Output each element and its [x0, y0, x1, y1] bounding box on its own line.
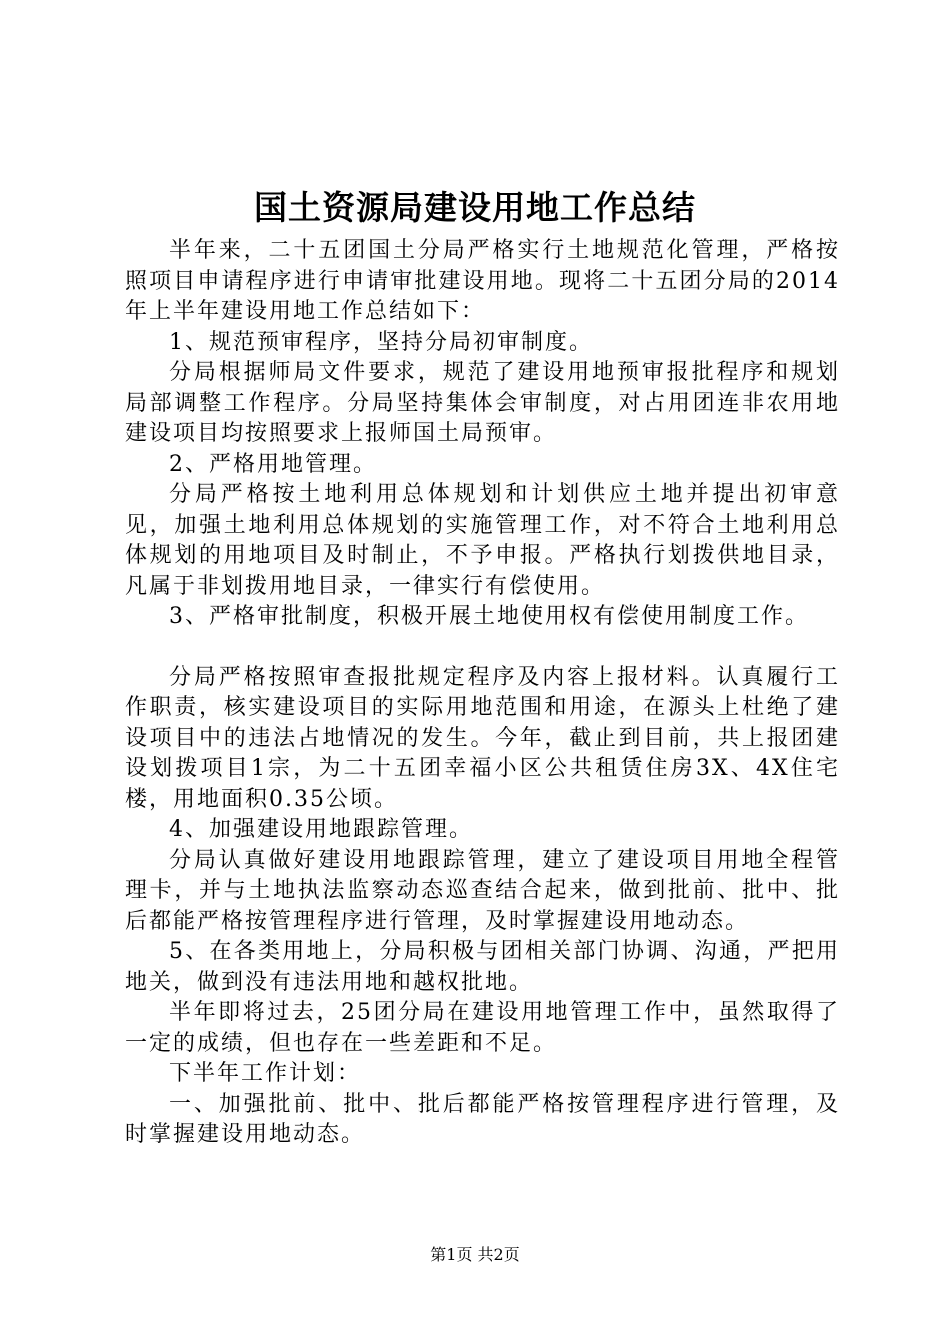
paragraph-section-3: 分局严格按照审查报批规定程序及内容上报材料。认真履行工作职责，核实建设项目的实际用地范围和用途，在源头上杜绝了建设项目中的违法占地情况的发生。今年，截止到目前，共上报团建设划拨项目1宗，为二十五团幸福小区公共租赁住房3X、4X住宅楼，用地面积0.35公顷。	[125, 664, 840, 812]
section-heading-4: 4、加强建设用地跟踪管理。	[169, 817, 473, 842]
paragraph-intro: 半年来，二十五团国土分局严格实行土地规范化管理，严格按照项目申请程序进行申请审批建设用地。现将二十五团分局的2014年上半年建设用地工作总结如下：	[125, 238, 840, 324]
plan-item-1: 一、加强批前、批中、批后都能严格按管理程序进行管理，及时掌握建设用地动态。	[125, 1091, 840, 1147]
document-title: 国土资源局建设用地工作总结	[254, 188, 696, 227]
section-heading-3: 3、严格审批制度，积极开展土地使用权有偿使用制度工作。	[169, 604, 809, 629]
paragraph-section-2: 分局严格按土地利用总体规划和计划供应土地并提出初审意见，加强土地利用总体规划的实施管理工作，对不符合土地利用总体规划的用地项目及时制止，不予申报。严格执行划拨供地目录，凡属于非划拨用地目录，一律实行有偿使用。	[125, 482, 840, 599]
paragraph-section-1: 分局根据师局文件要求，规范了建设用地预审报批程序和规划局部调整工作程序。分局坚持集体会审制度，对占用团连非农用地建设项目均按照要求上报师国土局预审。	[125, 360, 840, 446]
plan-heading: 下半年工作计划：	[169, 1061, 362, 1086]
section-heading-5: 5、在各类用地上，分局积极与团相关部门协调、沟通，严把用地关，做到没有违法用地和越权批地。	[125, 939, 840, 995]
document-body	[125, 236, 840, 1151]
paragraph-section-4: 分局认真做好建设用地跟踪管理，建立了建设项目用地全程管理卡，并与土地执法监察动态巡查结合起来，做到批前、批中、批后都能严格按管理程序进行管理，及时掌握建设用地动态。	[125, 847, 840, 934]
section-heading-1: 1、规范预审程序，坚持分局初审制度。	[169, 329, 593, 355]
paragraph-summary: 半年即将过去，25团分局在建设用地管理工作中，虽然取得了一定的成绩，但也存在一些差距和不足。	[125, 1000, 840, 1056]
section-heading-2: 2、严格用地管理。	[169, 451, 377, 477]
page-footer: 第1页 共2页	[430, 1245, 520, 1264]
